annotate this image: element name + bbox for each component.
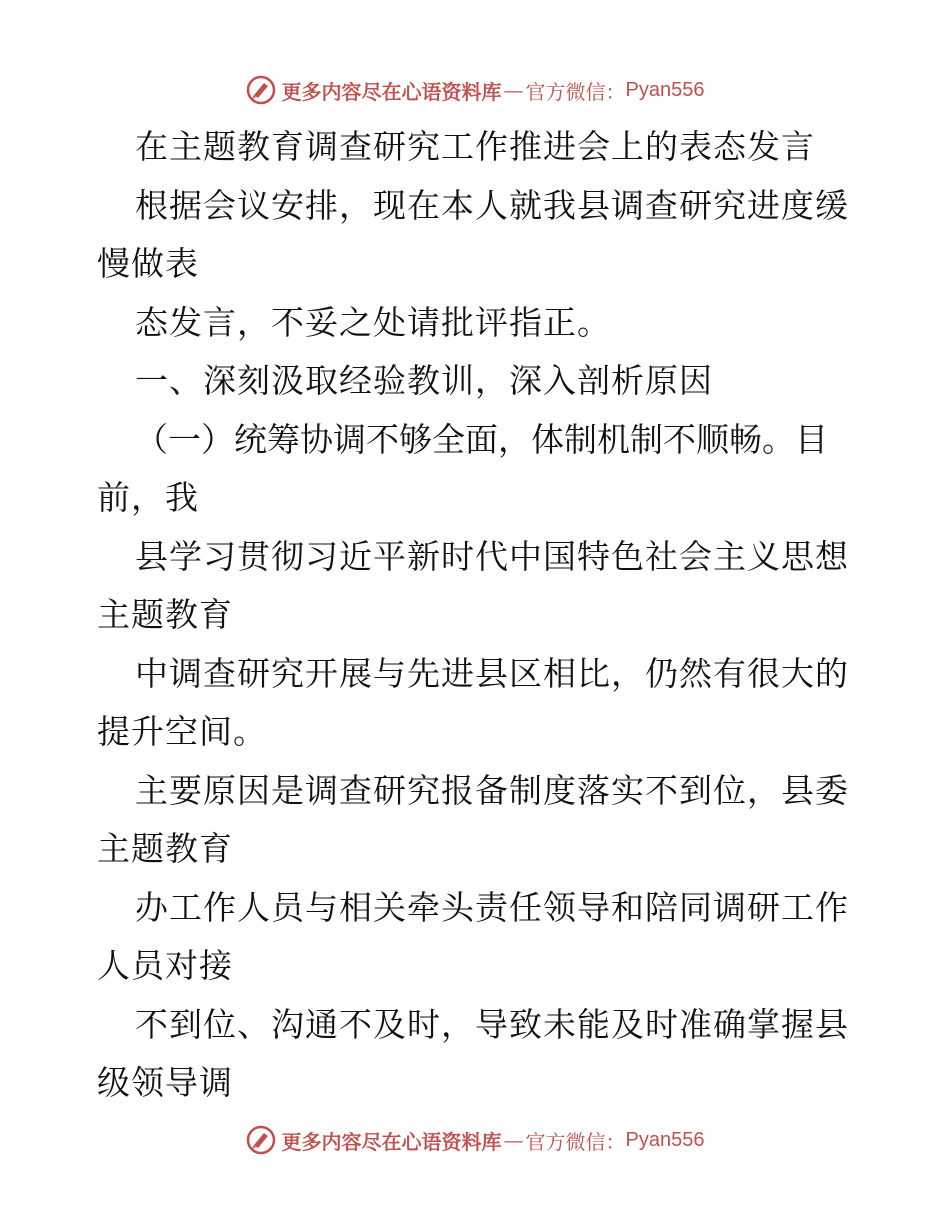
- header-banner-dash: —: [503, 78, 524, 102]
- footer-wechat-id: Pyan556: [625, 1128, 705, 1151]
- paragraph-line: 主题教育: [97, 595, 233, 634]
- section-heading: 一、深刻汲取经验教训，深入剖析原因: [135, 361, 713, 400]
- paragraph-line: 县学习贯彻习近平新时代中国特色社会主义思想: [135, 536, 849, 576]
- footer-banner-dash: —: [503, 1128, 524, 1152]
- paragraph-line: 前，我: [97, 478, 199, 517]
- brand-logo-icon: [246, 75, 276, 105]
- paragraph-line: 主要原因是调查研究报备制度落实不到位，县委: [135, 770, 849, 810]
- footer-banner-text: 更多内容尽在心语资料库: [281, 1129, 502, 1154]
- document-body: [97, 118, 857, 1113]
- paragraph-line: 提升空间。: [97, 712, 267, 751]
- paragraph-line: 办工作人员与相关牵头责任领导和陪同调研工作: [135, 887, 849, 927]
- paragraph-line: 中调查研究开展与先进县区相比，仍然有很大的: [135, 653, 849, 693]
- paragraph-line: 级领导调: [97, 1063, 233, 1102]
- paragraph-line: 主题教育: [97, 829, 233, 868]
- header-wechat-label: 官方微信：: [525, 79, 626, 104]
- document-title: 在主题教育调查研究工作推进会上的表态发言: [135, 127, 815, 166]
- brand-logo-icon: [246, 1125, 276, 1155]
- header-banner: [0, 70, 950, 110]
- header-wechat-id: Pyan556: [625, 78, 705, 101]
- paragraph-line: 不到位、沟通不及时，导致未能及时准确掌握县: [135, 1004, 849, 1044]
- header-banner-text: 更多内容尽在心语资料库: [281, 79, 502, 104]
- subsection-heading: （一）统筹协调不够全面，体制机制不顺畅。目: [135, 419, 828, 459]
- paragraph-line: 人员对接: [97, 946, 233, 985]
- footer-banner: [0, 1120, 950, 1160]
- paragraph-line: 慢做表: [97, 244, 199, 283]
- footer-wechat-label: 官方微信：: [525, 1129, 626, 1154]
- paragraph-line: 根据会议安排，现在本人就我县调查研究进度缓: [135, 185, 849, 225]
- paragraph-line: 态发言，不妥之处请批评指正。: [135, 302, 611, 342]
